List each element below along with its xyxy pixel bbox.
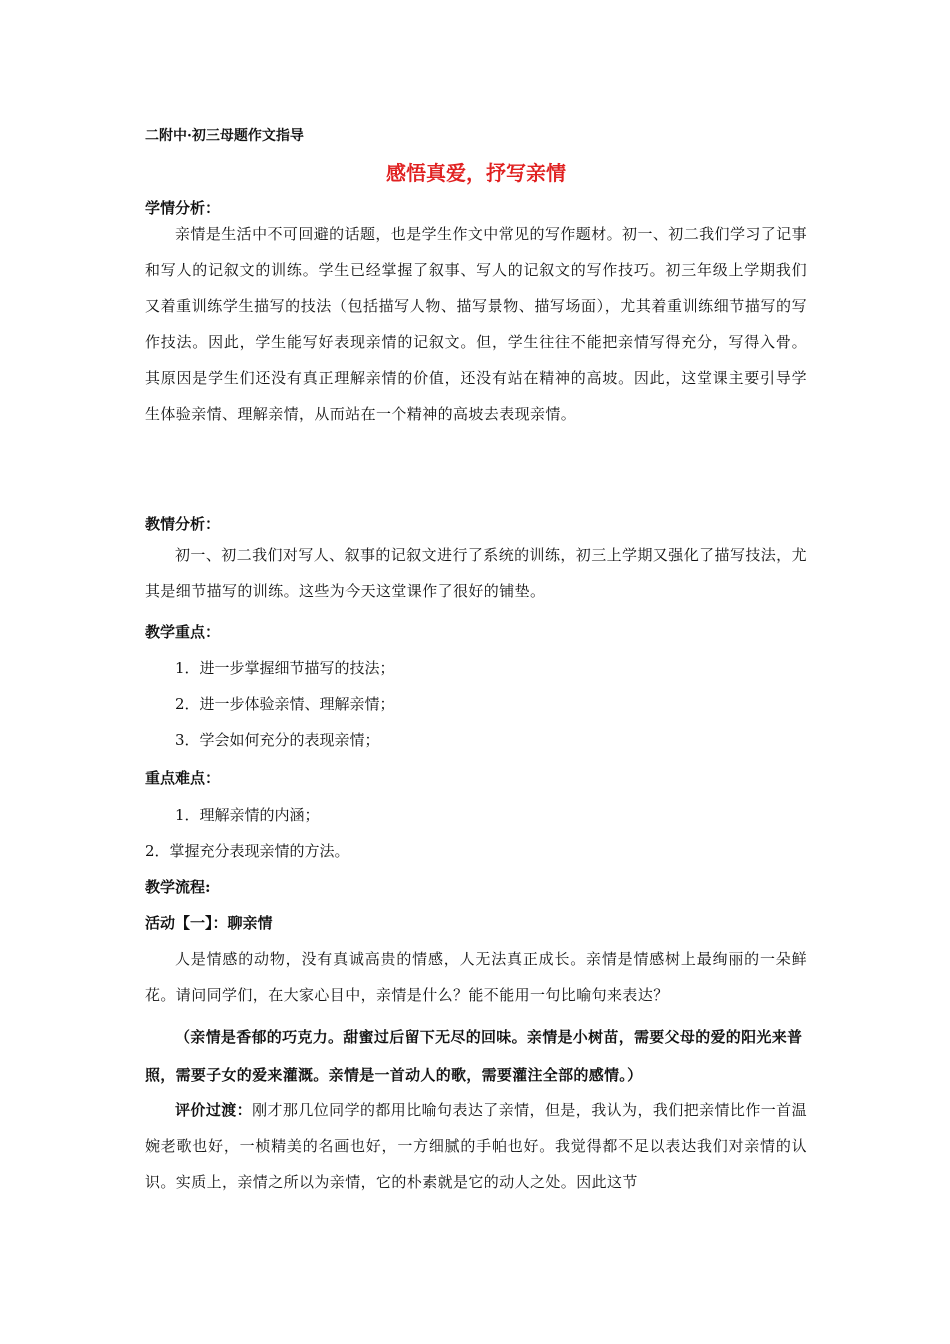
section-heading-zhongdian: 教学重点： — [145, 623, 221, 641]
section-text-xueqing: 亲情是生活中不可回避的话题，也是学生作文中常见的写作题材。初一、初二我们学习了记事和写人的记叙文的训练。学生已经掌握了叙事、写人的记叙文的写作技巧。初三年级上学期我们又着重训练学生描写的技法（包括描写人物、描写景物、描写场面），尤其着重训练细节描写的写作技法。因此，学生能写好表现亲情的记叙文。但，学生往往不能把亲情写得充分，写得入骨。其原因是学生们还没有真正理解亲情的价值，还没有站在精神的高坡。因此，这堂课主要引导学生体验亲情、理解亲情，从而站在一个精神的高坡去表现亲情。 — [145, 225, 807, 423]
list-item: 3．学会如何充分的表现亲情； — [175, 731, 380, 749]
section-heading-xueqing: 学情分析： — [145, 199, 221, 217]
activity-answer: （亲情是香郁的巧克力。甜蜜过后留下无尽的回味。亲情是小树苗，需要父母的爱的阳光来普照，需要子女的爱来灌溉。亲情是一首动人的歌，需要灌注全部的感情。） — [145, 1028, 803, 1084]
evaluation-transition — [145, 1092, 807, 1200]
document-title: 感悟真爱，抒写亲情 — [386, 161, 566, 185]
list-item: 1．进一步掌握细节描写的技法； — [175, 659, 395, 677]
section-text-jiaoqing: 初一、初二我们对写人、叙事的记叙文进行了系统的训练，初三上学期又强化了描写技法，尤其是细节描写的训练。这些为今天这堂课作了很好的铺垫。 — [145, 546, 807, 600]
transition-text: 刚才那几位同学的都用比喻句表达了亲情，但是，我认为，我们把亲情比作一首温婉老歌也好，一桢精美的名画也好，一方细腻的手帕也好。我觉得都不足以表达我们对亲情的认识。实质上，亲情之所以为亲情，它的朴素就是它的动人之处。因此这节 — [145, 1101, 807, 1191]
activity-heading: 活动【一】：聊亲情 — [145, 914, 273, 932]
transition-label: 评价过渡： — [175, 1101, 253, 1119]
section-heading-nandian: 重点难点： — [145, 769, 221, 787]
document-header: 二附中·初三母题作文指导 — [145, 128, 304, 144]
section-heading-liucheng: 教学流程: — [145, 878, 211, 896]
activity-text: 人是情感的动物，没有真诚高贵的情感，人无法真正成长。亲情是情感树上最绚丽的一朵鲜花。请问同学们，在大家心目中，亲情是什么？能不能用一句比喻句来表达？ — [145, 950, 807, 1004]
section-heading-jiaoqing: 教情分析： — [145, 515, 221, 533]
list-item: 1．理解亲情的内涵； — [175, 806, 320, 824]
list-item: 2．进一步体验亲情、理解亲情； — [175, 695, 395, 713]
list-item: 2．掌握充分表现亲情的方法。 — [145, 842, 350, 860]
